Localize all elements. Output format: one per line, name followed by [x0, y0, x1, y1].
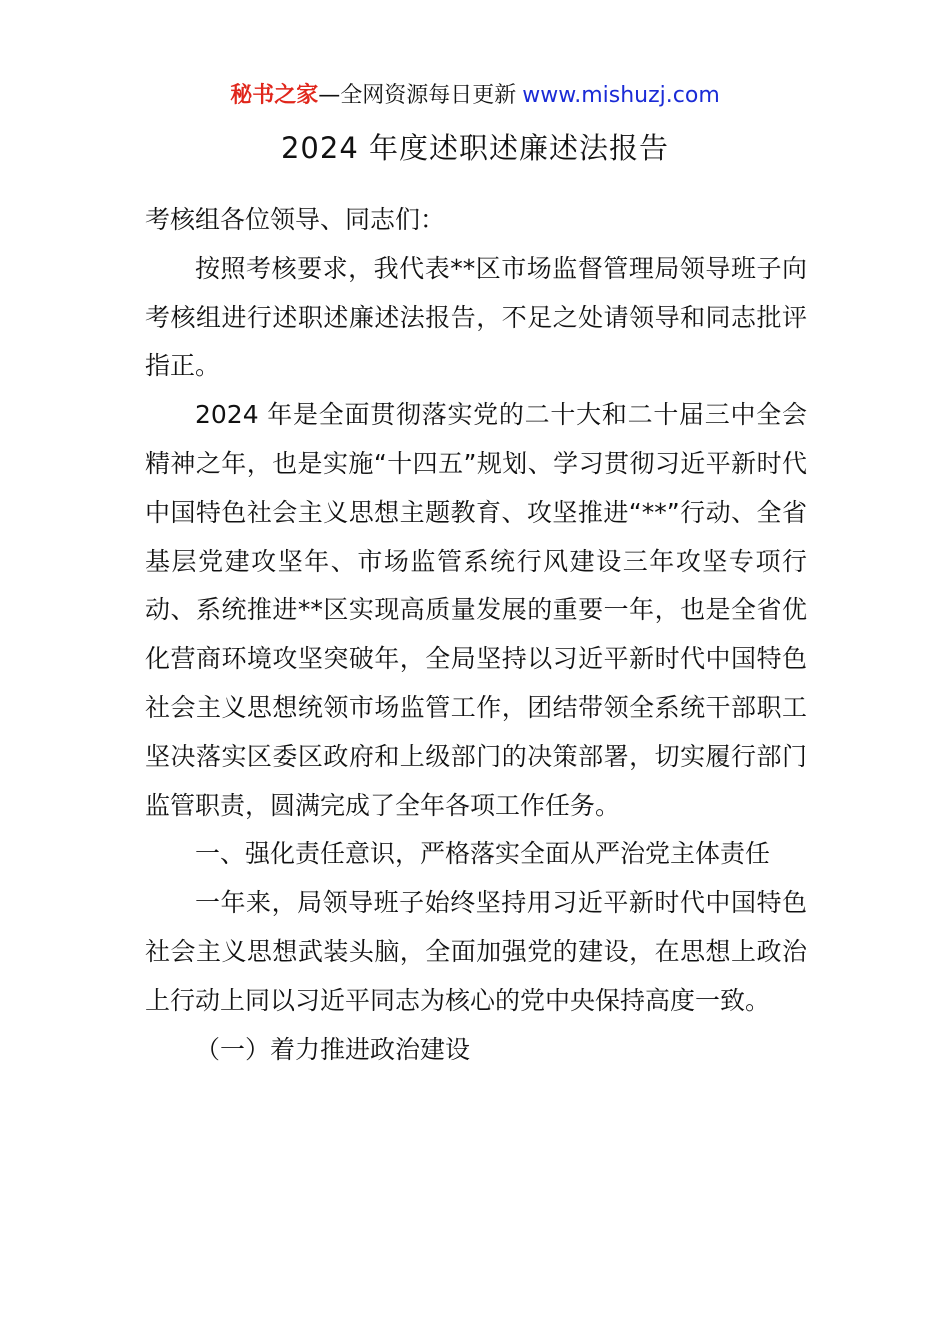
- subsection-heading: （一）着力推进政治建设: [195, 1034, 471, 1064]
- section-paragraph: 一年来，局领导班子始终坚持用习近平新时代中国特色社会主义思想武装头脑，全面加强党的建设，在思想上政治上行动上同以习近平同志为核心的党中央保持高度一致。: [145, 888, 807, 1015]
- site-header: [0, 80, 950, 112]
- brand-name: 秘书之家: [230, 83, 319, 108]
- header-tagline: —全网资源每日更新: [318, 83, 517, 108]
- salutation: 考核组各位领导、同志们：: [145, 205, 446, 234]
- document-body: [145, 196, 807, 1074]
- document-title: 2024 年度述职述廉述法报告: [280, 131, 670, 165]
- website-link[interactable]: www.mishuzj.com: [522, 83, 720, 108]
- section-heading: 一、强化责任意识，严格落实全面从严治党主体责任: [195, 839, 771, 869]
- paragraph-overview: 2024 年是全面贯彻落实党的二十大和二十届三中全会精神之年，也是实施“十四五”规划、学习贯彻习近平新时代中国特色社会主义思想主题教育、攻坚推进“**”行动、全省基层党建攻坚年、市场监管系统行风建设三年攻坚专项行动、系统推进**区实现高质量发展的重要一年，也是全省优化营商环境攻坚突破年，全局坚持以习近平新时代中国特色社会主义思想统领市场监管工作，团结带领全系统干部职工坚决落实区委区政府和上级部门的决策部署，切实履行部门监管职责，圆满完成了全年各项工作任务。: [145, 400, 807, 820]
- paragraph-intro: 按照考核要求，我代表**区市场监督管理局领导班子向考核组进行述职述廉述法报告，不足之处请领导和同志批评指正。: [145, 253, 807, 381]
